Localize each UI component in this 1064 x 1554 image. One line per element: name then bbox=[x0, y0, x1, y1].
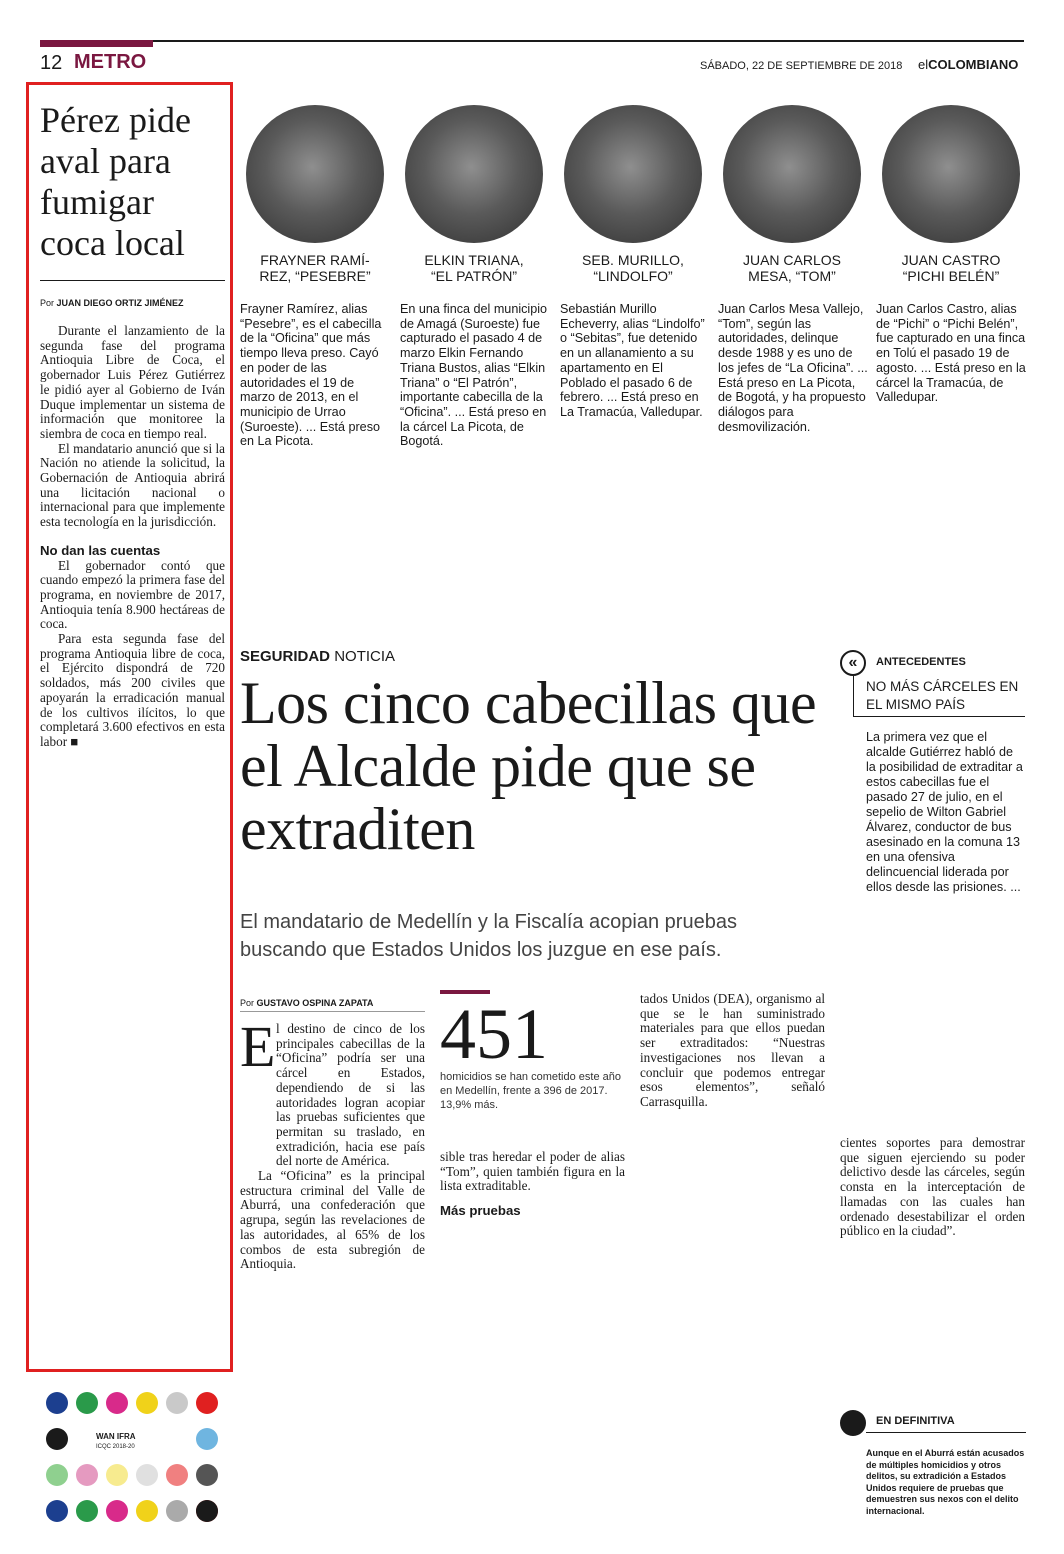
byline-name: JUAN DIEGO ORTIZ JIMÉNEZ bbox=[56, 298, 184, 308]
color-swatch bbox=[196, 1392, 218, 1414]
portrait-bio: Sebastián Murillo Echeverry, alias “Lindolfo” o “Sebitas”, fue detenido en un allanamiento a su apartamento en El Poblado el pasado 6 de febrero. ... Está preso en La Tramacúa, Valledupar. bbox=[560, 302, 705, 419]
left-paragraph: Durante el lanzamiento de la segunda fase del programa Antioquia Libre de Coca, el gobernador Luis Pérez Gutiérrez le pidió ayer al Gobierno de Iván Duque implementar un sistema de información que monitoree la siembra de coca en tiempo real. bbox=[40, 323, 225, 441]
color-swatch bbox=[136, 1464, 158, 1486]
chevron-left-icon: « bbox=[840, 650, 866, 676]
color-swatch bbox=[106, 1464, 128, 1486]
main-headline: Los cinco cabecillas que el Alcalde pide que se extraditen bbox=[240, 670, 817, 862]
name-line: SEB. MURILLO, bbox=[582, 252, 684, 268]
name-line: REZ, “PESEBRE” bbox=[259, 268, 371, 284]
name-line: JUAN CARLOS bbox=[742, 252, 842, 268]
name-line: “PICHI BELÉN” bbox=[902, 268, 1000, 284]
main-byline bbox=[240, 998, 373, 1008]
section-accent-bar bbox=[40, 40, 153, 47]
portrait-name bbox=[558, 252, 708, 284]
color-swatch bbox=[166, 1464, 188, 1486]
byline-prefix: Por bbox=[240, 998, 255, 1008]
name-line: JUAN CASTRO bbox=[901, 252, 1001, 268]
byline-prefix: Por bbox=[40, 298, 55, 308]
header-rule bbox=[40, 40, 1024, 42]
name-line: “LINDOLFO” bbox=[593, 268, 673, 284]
main-paragraph: tados Unidos (DEA), organismo al que se le han suministrado materiales para que ellos puedan ser extraditados: “Nuestras investigaciones nos llevan a concluir que podemos entregar esos elementos”, señaló Carrasquilla. bbox=[640, 991, 825, 1109]
drop-cap: E bbox=[240, 1014, 276, 1079]
stat-caption: homicidios se han cometido este año en Medellín, frente a 396 de 2017. 13,9% más. bbox=[440, 1071, 621, 1111]
color-swatch bbox=[76, 1500, 98, 1522]
color-swatch bbox=[166, 1500, 188, 1522]
color-swatch bbox=[136, 1500, 158, 1522]
portrait-bio: Juan Carlos Mesa Vallejo, “Tom”, según las autoridades, delinque desde 1988 y es uno de los jefes de “La Oficina”. ... Está preso en La Picota, de Bogotá, y ha propuesto diálogos para desmovilización. bbox=[718, 302, 868, 434]
left-subhead: No dan las cuentas bbox=[40, 542, 161, 558]
kicker-type: NOTICIA bbox=[334, 648, 396, 665]
portrait-bio: Juan Carlos Castro, alias de “Pichi” o “Pichi Belén”, fue capturado en una finca en Tolú el pasado 19 de agosto. ... Está preso en la cárcel la Tramacúa, de Valledupar. bbox=[876, 302, 1026, 405]
article-deck: El mandatario de Medellín y la Fiscalía acopian pruebas buscando que Estados Unidos los juzgue en ese país. bbox=[240, 911, 737, 961]
color-swatch bbox=[76, 1392, 98, 1414]
name-line: FRAYNER RAMÍ- bbox=[260, 252, 370, 268]
brand-name: COLOMBIANO bbox=[928, 57, 1019, 72]
article-kicker bbox=[240, 648, 395, 665]
summary-label: EN DEFINITIVA bbox=[876, 1415, 955, 1427]
portrait-bio: Frayner Ramírez, alias “Pesebre”, es el cabecilla de la “Oficina” que más tiempo lleva preso. Cayó en poder de las autoridades el 19 de marzo de 2013, en el municipio de Urrao (Suroeste). ... Está preso en La Picota. bbox=[240, 302, 382, 449]
left-paragraph: El mandatario anunció que si la Nación no atiende la solicitud, la Gobernación de Antioquia abrirá una licitación nacional o internacional para que implemente esta tecnología en la jurisdicción. bbox=[40, 440, 225, 530]
name-line: ELKIN TRIANA, bbox=[424, 252, 524, 268]
byline-name: GUSTAVO OSPINA ZAPATA bbox=[256, 998, 374, 1008]
portrait-photo bbox=[246, 105, 384, 243]
name-line: “EL PATRÓN” bbox=[430, 268, 518, 284]
summary-rule bbox=[866, 1432, 1026, 1433]
main-column-4 bbox=[840, 1136, 1025, 1239]
summary-icon bbox=[840, 1410, 866, 1436]
wan-ifra-logo: WAN IFRA bbox=[96, 1432, 136, 1441]
stat-number: 451 bbox=[440, 994, 548, 1074]
icqc-caption: ICQC 2018-20 bbox=[96, 1444, 135, 1450]
name-line: MESA, “TOM” bbox=[748, 268, 836, 284]
portrait-photo bbox=[882, 105, 1020, 243]
color-swatch bbox=[76, 1464, 98, 1486]
portrait-name bbox=[876, 252, 1026, 284]
left-byline bbox=[40, 298, 184, 308]
sidebar-vertical-rule bbox=[853, 676, 854, 716]
main-paragraph: l destino de cinco de los principales cabecillas de la “Oficina” podría ser una cárcel en Estados, dependiendo de si las autoridades logran acopiar las pruebas suficientes que permitan su traslado, en extradición, hacia ese país del norte de América. bbox=[276, 1021, 425, 1169]
sidebar-title: NO MÁS CÁRCELES EN EL MISMO PAÍS bbox=[866, 679, 1019, 712]
color-swatch bbox=[46, 1428, 68, 1450]
color-calibration-bar bbox=[46, 1392, 221, 1527]
portrait-photo bbox=[723, 105, 861, 243]
main-paragraph: La “Oficina” es la principal estructura criminal del Valle de Aburrá, una confederación que agrupa, según las revelaciones de las autoridades, al 65% de los combos de esta subregión de Antioquia. bbox=[240, 1168, 425, 1272]
main-paragraph: cientes soportes para demostrar que siguen ejerciendo su poder delictivo desde las cárceles, según consta en la interceptación de llamadas con las cuales han ordenado desestabilizar el orden público en la ciudad”. bbox=[840, 1135, 1025, 1239]
left-paragraph: Para esta segunda fase del programa Antioquia libre de coca, el Ejército dispondrá de 720 soldados, más 200 civiles que apoyarán la erradicación manual de los cultivos ilícitos, lo que completará 3.600 efectivos en esta labor ■ bbox=[40, 631, 225, 749]
main-column-1 bbox=[240, 1022, 425, 1272]
portrait-name bbox=[399, 252, 549, 284]
color-swatch bbox=[46, 1500, 68, 1522]
section-title: METRO bbox=[74, 51, 147, 73]
color-swatch bbox=[46, 1464, 68, 1486]
newspaper-brand bbox=[918, 57, 1018, 72]
dateline: SÁBADO, 22 DE SEPTIEMBRE DE 2018 bbox=[700, 60, 903, 72]
main-paragraph: sible tras heredar el poder de alias “Tom”, quien también figura en la lista extraditable. bbox=[440, 1149, 625, 1194]
byline-rule bbox=[240, 1011, 425, 1012]
color-swatch bbox=[106, 1500, 128, 1522]
color-swatch bbox=[136, 1392, 158, 1414]
page-number: 12 bbox=[40, 52, 63, 74]
left-title-rule bbox=[40, 280, 225, 281]
left-article-body bbox=[40, 324, 225, 750]
summary-body: Aunque en el Aburrá están acusados de múltiples homicidios y otros delitos, su extradición a Estados Unidos requiere de pruebas que demuestren sus nexos con el delito internacional. bbox=[866, 1448, 1025, 1516]
sidebar-body: La primera vez que el alcalde Gutiérrez habló de la posibilidad de extraditar a estos cabecillas fue el pasado 27 de julio, en el sepelio de Wilton Gabriel Álvarez, conductor de bus asesinado en la comuna 13 en una ofensiva delincuencial liderada por ellos desde las prisiones. ... bbox=[866, 730, 1023, 894]
left-paragraph: El gobernador contó que cuando empezó la primera fase del programa, en noviembre de 2017, Antioquia tenía 8.900 hectáreas de coca. bbox=[40, 557, 225, 632]
color-swatch bbox=[196, 1464, 218, 1486]
portrait-photo bbox=[564, 105, 702, 243]
main-column-3 bbox=[640, 992, 825, 1110]
color-swatch bbox=[46, 1392, 68, 1414]
color-swatch bbox=[196, 1428, 218, 1450]
sidebar-title-rule bbox=[853, 716, 1025, 717]
portrait-name bbox=[717, 252, 867, 284]
color-swatch bbox=[166, 1392, 188, 1414]
color-swatch bbox=[106, 1392, 128, 1414]
main-subhead: Más pruebas bbox=[440, 1203, 521, 1219]
portrait-name bbox=[240, 252, 390, 284]
color-swatch bbox=[196, 1500, 218, 1522]
brand-prefix: el bbox=[918, 57, 929, 72]
main-column-2 bbox=[440, 1150, 625, 1219]
kicker-section: SEGURIDAD bbox=[240, 648, 331, 665]
portrait-bio: En una finca del municipio de Amagá (Suroeste) fue capturado el pasado 4 de marzo Elkin Fernando Triana Bustos, alias “Elkin Triana” o “El Patrón”, importante cabecilla de la “Oficina”. ... Está preso en la cárcel La Picota, de Bogotá. bbox=[400, 302, 548, 449]
portrait-photo bbox=[405, 105, 543, 243]
sidebar-label: ANTECEDENTES bbox=[876, 656, 966, 668]
left-article-title: Pérez pide aval para fumigar coca local bbox=[40, 100, 191, 263]
